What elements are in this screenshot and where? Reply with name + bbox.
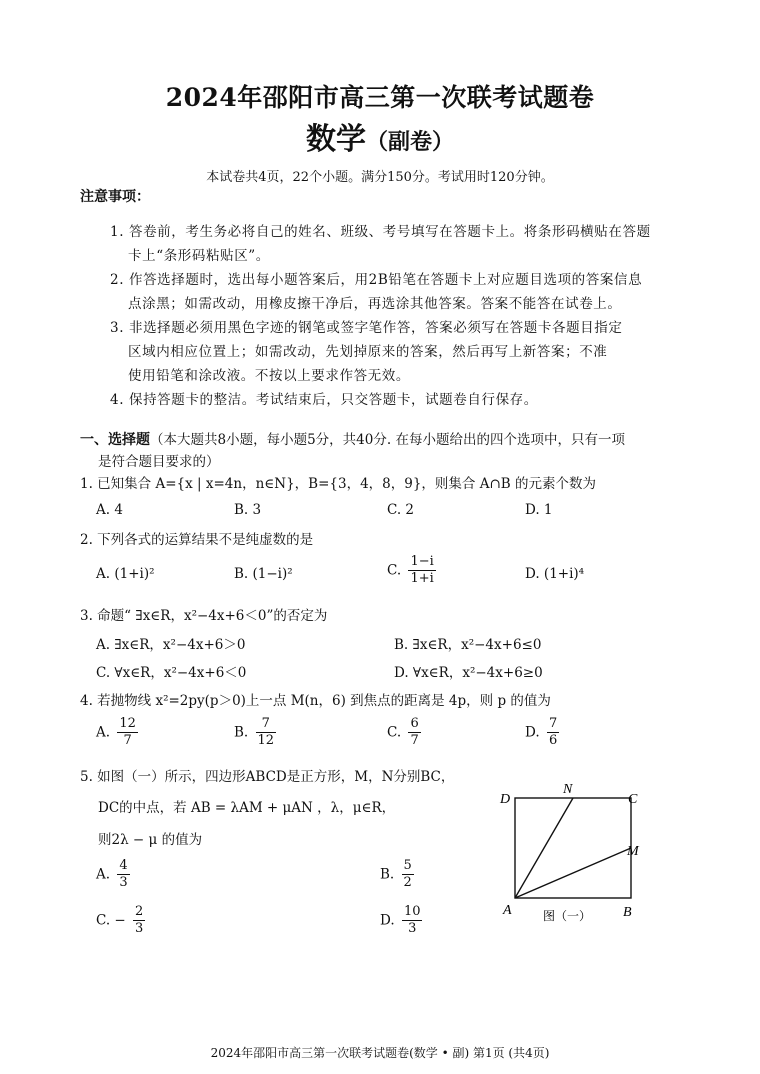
q3-option-c: C. ∀x∈R，x²−4x+6＜0 [96,665,247,681]
notice-line-2: 卡上“条形码粘贴区”。 [128,248,270,264]
notice-line-8: 4. 保持答题卡的整洁。考试结束后，只交答题卡，试题卷自行保存。 [110,392,538,408]
q4-option-b-fraction [256,716,277,750]
q2-option-c [387,554,436,588]
q5-option-d-fraction [402,904,423,938]
q1-option-c: C. 2 [387,502,415,518]
section-1-title: 一、选择题 [80,432,150,448]
fraction-denominator: 3 [408,921,417,937]
square-outline [515,798,631,898]
notice-line-6: 区域内相应位置上；如需改动，先划掉原来的答案，然后再写上新答案；不准 [128,344,608,360]
subject-suffix: （副卷） [365,129,454,155]
q4-option-b [234,716,276,750]
section-1-desc: （本大题共8小题，每小题5分，共40分. 在每小题给出的四个选项中，只有一项 [150,432,625,448]
question-5-stem-3: 则2λ − μ 的值为 [98,832,203,848]
q2-option-d: D. (1+i)⁴ [525,566,585,582]
section-1-desc-2: 是符合题目要求的） [98,454,220,470]
segment-an [515,798,573,898]
square-abcd-figure [495,782,655,930]
fraction-denominator: 7 [123,733,132,749]
q5-option-a-fraction [117,858,129,892]
label-m: M [627,844,639,859]
question-2-stem: 2. 下列各式的运算结果不是纯虚数的是 [80,532,314,548]
label-a: A [503,903,512,918]
question-4-stem: 4. 若抛物线 x²=2py(p＞0)上一点 M(n，6) 到焦点的距离是 4p，则 p 的值为 [80,693,551,709]
q3-option-d: D. ∀x∈R，x²−4x+6≥0 [394,665,543,681]
question-1-stem: 1. 已知集合 A={x | x=4n，n∈N}，B={3，4，8，9}，则集合 A∩B 的元素个数为 [80,476,596,492]
fraction-numerator: 12 [117,716,138,733]
question-5-stem-2: DC的中点，若 AB = λAM + μAN ，λ，μ∈R， [98,800,396,816]
exam-title: 2024年邵阳市高三第一次联考试题卷 [165,83,595,112]
fraction-numerator: 5 [402,858,414,875]
fraction-denominator: 6 [548,733,558,749]
notice-heading: 注意事项： [80,189,150,205]
option-label: A. [96,866,111,883]
page-footer: 2024年邵阳市高三第一次联考试题卷(数学 • 副) 第1页 (共4页) [210,1046,550,1060]
exam-info: 本试卷共4页，22个小题。满分150分。考试用时120分钟。 [206,170,554,185]
q3-option-b: B. ∃x∈R，x²−4x+6≤0 [394,637,542,653]
q3-option-a: A. ∃x∈R，x²−4x+6＞0 [96,637,246,653]
q2-option-c-fraction [408,554,435,588]
question-5-stem-1: 5. 如图（一）所示，四边形ABCD是正方形，M，N分别BC， [80,769,455,785]
fraction-numerator: 4 [117,858,129,875]
fraction-denominator: 1+i [410,571,434,587]
label-n: N [563,782,573,797]
subject-title [0,114,760,158]
question-3-stem: 3. 命题“ ∃x∈R，x²−4x+6＜0”的否定为 [80,608,328,624]
q5-option-d [380,904,422,938]
fraction-denominator: 2 [403,875,412,891]
fraction-numerator: 1−i [408,554,435,571]
q1-option-a: A. 4 [96,502,123,518]
q1-option-b: B. 3 [234,502,262,518]
option-label: D. [380,912,395,929]
fraction-denominator: 3 [119,875,128,891]
label-c: C [628,792,638,807]
fraction-denominator: 7 [410,733,419,749]
q2-option-a: A. (1+i)² [96,566,155,582]
q5-option-b [380,858,414,892]
option-label: C. [387,724,402,741]
q4-option-d-fraction [547,716,559,750]
subject-name: 数学 [305,122,366,157]
q4-option-c [387,716,421,750]
notice-line-4: 点涂黑；如需改动，用橡皮擦干净后，再选涂其他答案。答案不能答在试卷上。 [128,296,622,312]
label-b: B [623,905,632,920]
q4-option-c-fraction [408,716,420,750]
fraction-numerator: 6 [408,716,420,733]
fraction-numerator: 2 [133,904,145,921]
q5-option-c [96,904,145,938]
figure-caption: 图（一） [543,909,592,923]
section-1-header [80,428,625,449]
fraction-numerator: 7 [256,716,277,733]
fraction-denominator: 12 [257,733,275,749]
q2-option-b: B. (1−i)² [234,566,293,582]
option-label: D. [525,724,540,741]
q5-option-c-fraction [133,904,145,938]
option-label: B. [380,866,395,883]
fraction-numerator: 7 [547,716,559,733]
notice-line-1: 1. 答卷前，考生务必将自己的姓名、班级、考号填写在答题卡上。将条形码横贴在答题 [110,224,651,240]
q2-option-c-label: C. [387,562,402,579]
notice-line-5: 3. 非选择题必须用黑色字迹的钢笔或签字笔作答，答案必须写在答题卡各题目指定 [110,320,623,336]
notice-line-3: 2. 作答选择题时，选出每小题答案后，用2B铅笔在答题卡上对应题目选项的答案信息 [110,272,643,288]
q4-option-a-fraction [117,716,138,750]
segment-am [515,848,631,898]
q4-option-a [96,716,138,750]
fraction-denominator: 3 [135,921,144,937]
option-label: A. [96,724,111,741]
notice-line-7: 使用铅笔和涂改液。不按以上要求作答无效。 [128,368,410,384]
q1-option-d: D. 1 [525,502,553,518]
fraction-numerator: 10 [402,904,423,921]
q5-option-a [96,858,130,892]
q5-option-b-fraction [402,858,414,892]
q4-option-d [525,716,559,750]
option-label: B. [234,724,249,741]
label-d: D [500,792,511,807]
option-label: C. − [96,912,126,929]
